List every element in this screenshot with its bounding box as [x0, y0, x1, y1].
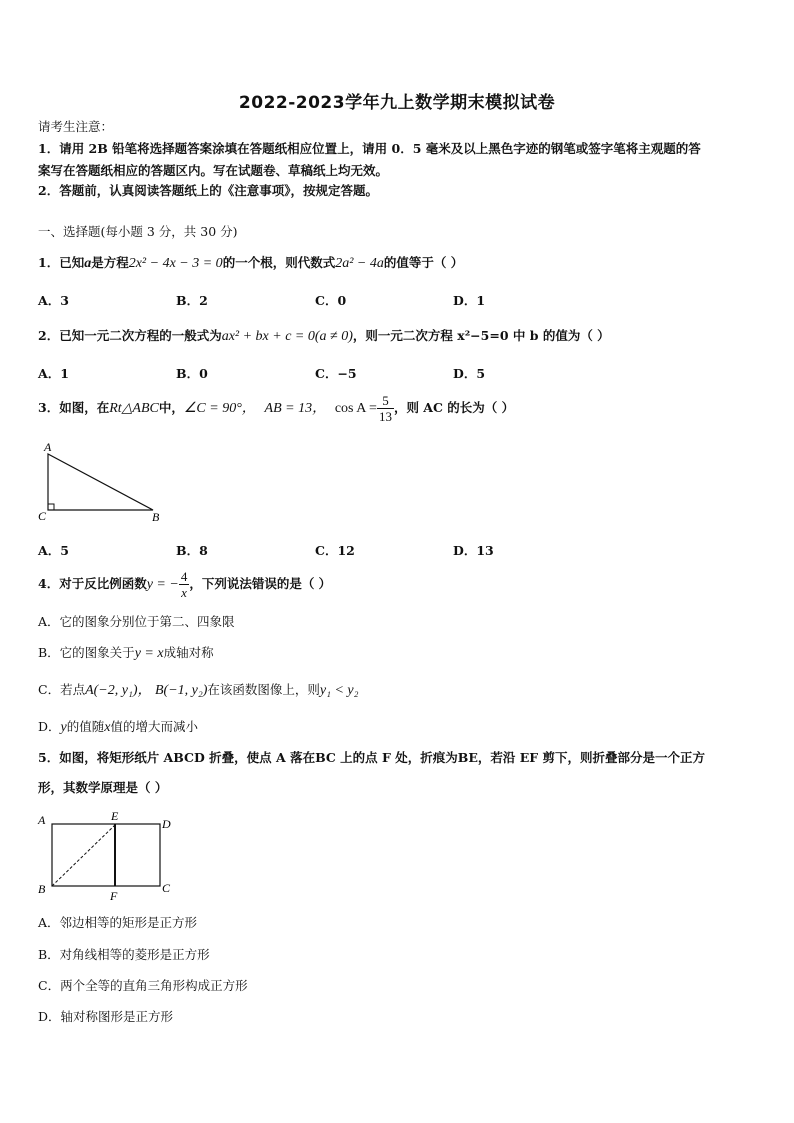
q5-option-b[interactable]: B．对角线相等的菱形是正方形 — [38, 947, 210, 962]
label-b: B — [152, 510, 160, 524]
q4-option-c[interactable]: C．若点A(−2, y₁)， B(−1, y₂)在该函数图像上，则y₁ < y₂ — [38, 682, 359, 698]
notice-heading: 请考生注意： — [38, 119, 114, 134]
q3-option-b[interactable]: B．8 — [176, 543, 208, 558]
q4-option-b[interactable]: B．它的图象关于y = x成轴对称 — [38, 645, 214, 661]
q1-option-b[interactable]: B．2 — [176, 293, 208, 308]
q3-option-d[interactable]: D．13 — [453, 543, 494, 558]
question-1: 1．已知a是方程2x² − 4x − 3 = 0的一个根，则代数式2a² − 4a的值等于（ ） — [38, 255, 464, 271]
question-4: 4．对于反比例函数y = − $\frac{4}{x}$ ，下列说法错误的是（ ） — [38, 569, 332, 600]
label-c: C — [38, 509, 47, 523]
label-e: E — [111, 809, 119, 823]
question-2: 2．已知一元二次方程的一般式为ax² + bx + c = 0(a ≠ 0)，则一元二次方程 x²−5=0 中 b 的值为（ ） — [38, 328, 610, 344]
q4-option-d[interactable]: D．y的值随x值的增大而减小 — [38, 719, 198, 735]
q2-option-c[interactable]: C．−5 — [315, 366, 357, 381]
right-angle-mark — [48, 504, 54, 510]
triangle-abc — [48, 454, 153, 510]
section-heading: 一、选择题(每小题 3 分，共 30 分) — [38, 224, 238, 239]
q1-option-a[interactable]: A．3 — [38, 293, 69, 308]
question-5-line-1: 5．如图，将矩形纸片 ABCD 折叠，使点 A 落在BC 上的点 F 处，折痕为BE，若沿 EF 剪下，则折叠部分是一个正方 — [38, 750, 705, 765]
notice-item-1: 1．请用 2B 铅笔将选择题答案涂填在答题纸相应位置上，请用 0．5 毫米及以上黑色字迹的钢笔或签字笔将主观题的答 — [38, 141, 701, 156]
notice-item-2: 2．答题前，认真阅读答题纸上的《注意事项》，按规定答题。 — [38, 183, 378, 198]
q5-option-a[interactable]: A．邻边相等的矩形是正方形 — [38, 915, 198, 930]
q3-option-c[interactable]: C．12 — [315, 543, 355, 558]
fold-line-be — [52, 824, 116, 886]
q5-option-d[interactable]: D．轴对称图形是正方形 — [38, 1009, 174, 1024]
q1-option-d[interactable]: D．1 — [453, 293, 486, 308]
q5-option-c[interactable]: C．两个全等的直角三角形构成正方形 — [38, 978, 248, 993]
label-b: B — [38, 882, 46, 896]
q1-option-c[interactable]: C．0 — [315, 293, 347, 308]
label-a: A — [38, 813, 46, 827]
label-f: F — [110, 889, 118, 903]
question-5-line-2: 形，其数学原理是（ ） — [38, 780, 168, 795]
notice-item-1-cont: 案写在答题纸相应的答题区内。写在试题卷、草稿纸上均无效。 — [38, 163, 389, 178]
q3-option-a[interactable]: A．5 — [38, 543, 69, 558]
label-a: A — [44, 440, 52, 454]
label-d: D — [162, 817, 171, 831]
q4-option-a[interactable]: A．它的图象分别位于第二、四象限 — [38, 614, 235, 629]
q2-option-d[interactable]: D．5 — [453, 366, 486, 381]
q3-triangle-figure — [36, 440, 166, 528]
q2-option-a[interactable]: A．1 — [38, 366, 69, 381]
question-3: 3．如图，在Rt△ABC中，∠C = 90°， AB = 13， cos A = $\frac{5}{13}$ ，则 AC 的长为（ ） — [38, 393, 515, 424]
label-c: C — [162, 881, 171, 895]
q2-option-b[interactable]: B．0 — [176, 366, 208, 381]
page-title: 2022-2023学年九上数学期末模拟试卷 — [238, 93, 556, 113]
q5-rectangle-figure — [34, 808, 184, 904]
